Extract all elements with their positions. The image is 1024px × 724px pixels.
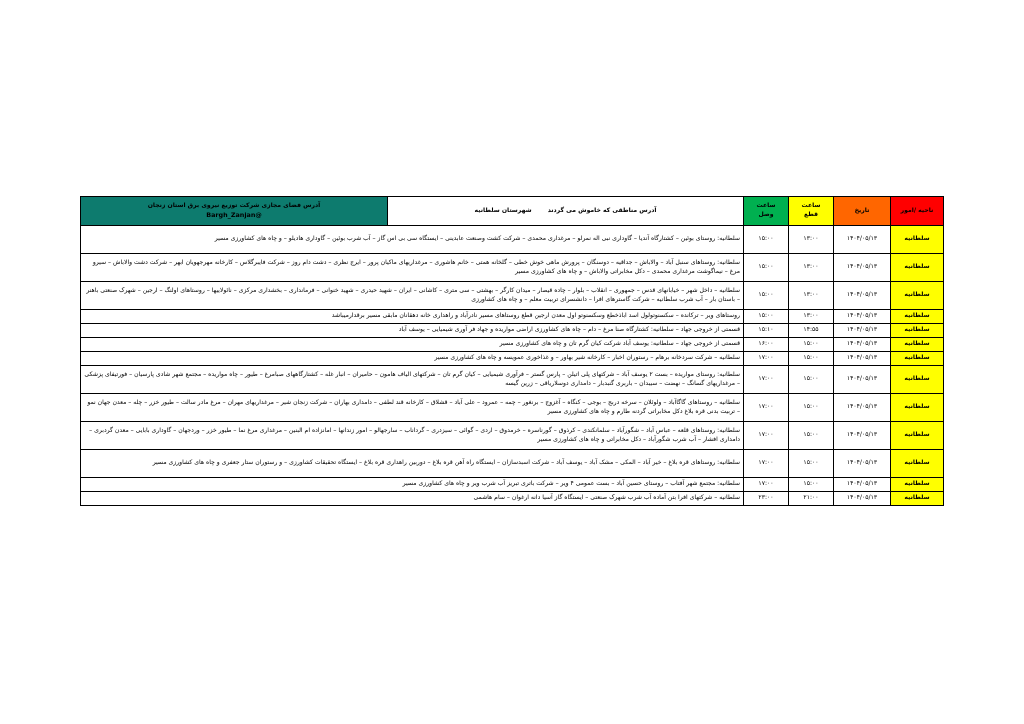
cell-off-time: ۱۵:۰۰ [789,450,834,478]
cell-address: سلطانیه: روستاهای قره بلاغ – خیر آباد – المکی – مشک آباد – یوسف آباد – شرکت اسبدسازان – ایستگاه راه آهن قره بلاغ – دوربین راهداری قره بلاغ – ایستگاه تحقیقات کشاورزی – و رستوران ستار جعفری و چاه های کشاورزی مسیر [81,450,744,478]
cell-address: سلطانیه – داخل شهر – خیابانهای قدس – جمهوری – انقلاب – بلوار – چاده قیصار – میدان کارگر – بهشتی – سی متری – کاشانی – ایران – شهید حیدری – شهید خنوانی – فرمانداری – بخشداری مرکزی – نائولاییها – روستاهای اولنگ – ارجین – شهرک صنعتی باهنر – باستان بار – آب شرب سلطانیه – شرکت گاسترهای افرا – دانشسرای تربیت معلم – و چاه های کشاورزی [81,282,744,310]
cell-address: روستاهای ویر – ترکانده – سکسنوتولول اسد اباذخطع وسکسنوتو اول معدن ارجین قطع روستاهای مسیر نادرآباد و راهداری خانه دهقانان مابقی مسیر برقدارمیباشد [81,310,744,324]
cell-date: ۱۴۰۴/۰۵/۱۳ [834,478,891,492]
cell-area: سلطانیه [891,324,944,338]
cell-date: ۱۴۰۴/۰۵/۱۳ [834,366,891,394]
column-header-social [81,197,388,226]
cell-off-time: ۱۳:۰۰ [789,282,834,310]
cell-address: قسمتی از خروجی جهاد – سلطانیه: یوسف آباد شرکت کیان گرم تان و چاه های کشاورزی مسیر [81,338,744,352]
social-handle-text: @Bargh_Zanjan [206,210,262,219]
cell-area: سلطانیه [891,338,944,352]
cell-off-time: ۱۵:۰۰ [789,338,834,352]
address-header-text: آدرس مناطقی که خاموش می گردند [547,206,657,214]
cell-address: سلطانیه: روستاهای قلعه – عباس آباد – شگورآباد – سلمانکندی – کرذوق – گورناسره – خرمدوق – اردی – گوائی – سیزدری – گرداناب – سارجهالو – امور زندانها – امانزاده ام البنین – مرغداری مرغ نما – طیور خزر – وردجهان – گاوداری بابایی – معدن گردبری – دامداری افشار – آب شرب شگورآباد – دکل مخابراتی و چاه های کشاورزی مسیر [81,422,744,450]
table-row [81,338,944,352]
cell-area: سلطانیه [891,492,944,506]
cell-area: سلطانیه [891,478,944,492]
cell-date: ۱۴۰۴/۰۵/۱۳ [834,422,891,450]
cell-address: قسمتی از خروجی جهاد – سلطانیه: کشتارگاه صنا مرغ – دام – چاه های کشاورزی اراضی مواریده و جهاد فر آوری شیمیایی – یوسف آباد [81,324,744,338]
cell-address: سلطانیه – روستاهای گاگاآباد – ولوئلان – سرخه دربج – بوجی – کنگاه – آغزوج – برنغور – چمه – عمرود – علی آباد – قشلاق – کارخانه قند لطفی – دامداری بهاران – شرکت زنجان شیر – مرغداریهای مهران – مرغ مادر سالت – طیور خزر – چله – معدن جهان نمو – تربیت بدنی قره بلاغ دکل مخابراتی گردنه طارم و چاه های کشاورزی مسیر [81,394,744,422]
cell-on-time: ۱۷:۰۰ [744,352,789,366]
table-row [81,324,944,338]
table-header-row [81,197,944,226]
table-row [81,394,944,422]
social-label-text: آدرس فضای مجازی شرکت توزیع نیروی برق استان زنجان [147,201,321,209]
cell-date: ۱۴۰۴/۰۵/۱۳ [834,324,891,338]
cell-on-time: ۱۷:۰۰ [744,450,789,478]
cell-on-time: ۱۷:۰۰ [744,366,789,394]
table-header [81,197,944,226]
on-time-line2: وصل [758,211,774,218]
cell-on-time: ۱۷:۰۰ [744,394,789,422]
table-row [81,492,944,506]
cell-on-time: ۱۷:۰۰ [744,478,789,492]
column-header-on-time [744,197,789,226]
cell-date: ۱۴۰۴/۰۵/۱۳ [834,254,891,282]
table-row [81,478,944,492]
cell-area: سلطانیه [891,310,944,324]
cell-date: ۱۴۰۴/۰۵/۱۳ [834,450,891,478]
cell-area: سلطانیه [891,226,944,254]
column-header-address [388,197,744,226]
cell-on-time: ۱۵:۰۰ [744,282,789,310]
cell-off-time: ۱۵:۰۰ [789,366,834,394]
table-row [81,254,944,282]
cell-off-time: ۱۵:۰۰ [789,478,834,492]
table-body [81,226,944,506]
on-time-line1: ساعت [756,202,776,210]
cell-on-time: ۱۵:۱۰ [744,324,789,338]
table-row [81,282,944,310]
cell-off-time: ۱۵:۰۰ [789,352,834,366]
cell-address: سلطانیه: مجتمع شهر آفتاب – روستای حسین آباد – بست عمومی ۴ ویر – شرکت باتری تبریز آب شرب ویر و چاه های کشاورزی مسیر [81,478,744,492]
cell-date: ۱۴۰۴/۰۵/۱۳ [834,282,891,310]
table-row [81,366,944,394]
outage-table-container [80,196,944,506]
cell-off-time: ۱۳:۰۰ [789,226,834,254]
cell-area: سلطانیه [891,450,944,478]
power-outage-table [80,196,944,506]
cell-area: سلطانیه [891,352,944,366]
off-time-line2: قطع [803,211,819,218]
cell-on-time: ۱۵:۰۰ [744,254,789,282]
cell-date: ۱۴۰۴/۰۵/۱۳ [834,492,891,506]
column-header-area: ناحیه /امور [891,197,944,226]
cell-date: ۱۴۰۴/۰۵/۱۳ [834,310,891,324]
table-row [81,352,944,366]
off-time-line1: ساعت [801,202,821,210]
table-row [81,450,944,478]
cell-area: سلطانیه [891,282,944,310]
cell-on-time: ۱۵:۰۰ [744,310,789,324]
cell-off-time: ۱۳:۰۰ [789,254,834,282]
cell-address: سلطانیه – شرکتهای افرا بتن آماده آب شرب شهرک صنعتی – ایستگاه گاز آسیا دانه ارغوان – سام هاشمی [81,492,744,506]
cell-off-time: ۱۴:۵۵ [789,324,834,338]
cell-area: سلطانیه [891,422,944,450]
cell-date: ۱۴۰۴/۰۵/۱۳ [834,352,891,366]
county-header-text: شهرستان سلطانیه [474,206,532,214]
table-row [81,310,944,324]
cell-date: ۱۴۰۴/۰۵/۱۳ [834,226,891,254]
cell-off-time: ۱۵:۰۰ [789,394,834,422]
cell-on-time: ۱۶:۰۰ [744,338,789,352]
cell-off-time: ۲۱:۰۰ [789,492,834,506]
column-header-off-time [789,197,834,226]
cell-off-time: ۱۳:۰۰ [789,310,834,324]
cell-on-time: ۱۵:۰۰ [744,226,789,254]
cell-address: سلطانیه: روستای بوئین – کشتارگاه آندیا – گاوداری نبی اله نمرلو – مرغداری محمدی – شرکت کشت وصنعت عابدینی – ایستگاه سی بی اس گاز – آب شرب بوئین – گاوداری هادیلو – و چاه های کشاورزی مسیر [81,226,744,254]
cell-on-time: ۱۷:۰۰ [744,422,789,450]
cell-off-time: ۱۵:۰۰ [789,422,834,450]
cell-on-time: ۲۳:۰۰ [744,492,789,506]
cell-address: سلطانیه – شرکت سردخانه برهام – رستوران اخبار – کارخانه شیر بهاور – و غذاخوری عمویسه و چاه های کشاورزی مسیر [81,352,744,366]
cell-date: ۱۴۰۴/۰۵/۱۳ [834,394,891,422]
table-row [81,226,944,254]
cell-date: ۱۴۰۴/۰۵/۱۳ [834,338,891,352]
table-row [81,422,944,450]
cell-address: سلطانیه: روستاهای سنبل آباد – والاباش – جداقیه – دوسنگان – پرورش ماهی خوش خطی – گلخانه همتی – خانم هاشوری – مرغداریهای ماکیان پرور – ایرج نظری – دشت دام روز – شرکت فایبرگلاس – کارخانه مهرجهویان ابهر – شرکت دشت والاباش – سیرو مرغ – نیماگوشت مرغداری محمدی – دکل مخابراتی والاباش – و چاه های کشاورزی مسیر [81,254,744,282]
cell-area: سلطانیه [891,366,944,394]
column-header-date: تاریخ [834,197,891,226]
cell-area: سلطانیه [891,394,944,422]
cell-area: سلطانیه [891,254,944,282]
cell-address: سلطانیه: روستای مواریده – بست ۲ یوسف آباد – شرکتهای پلی اتیلن – پارس گستر – فرآوری شیمیایی – کیان گرم تان – شرکتهای الیاف هامون – حامیران – انبار غله – کشتارگاههای صبامرغ – طیور – چاه مواریده – مجتمع شهر شادی پارسیان – فورتیفای پزشکی – مرغداریهای گسانگ – نهضت – سیبدان – باربری گنبدبار – دامداری دوسلاریاقی – زرین گیسه [81,366,744,394]
